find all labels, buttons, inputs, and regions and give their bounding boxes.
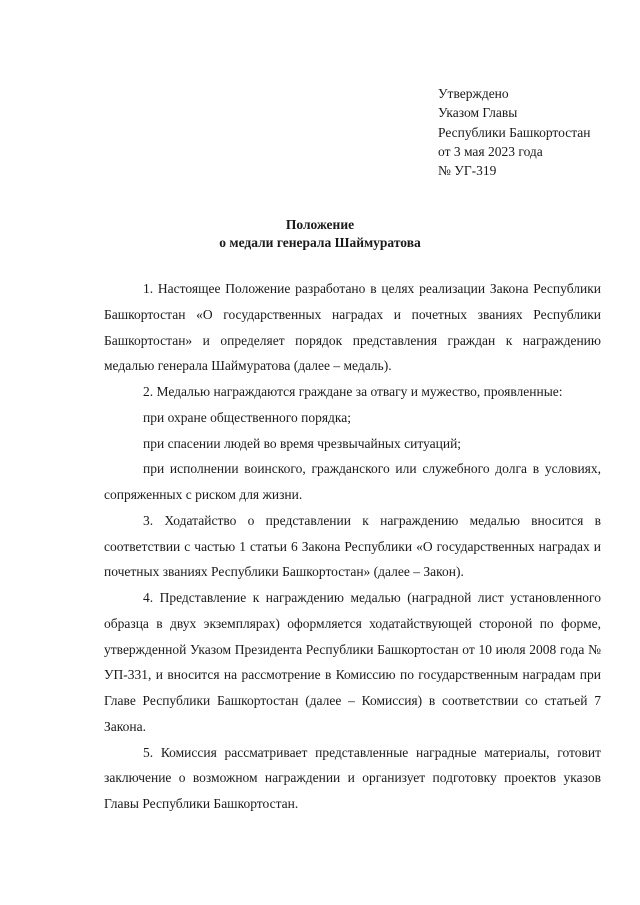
approval-line-approved: Утверждено xyxy=(438,86,509,101)
approval-line-republic: Республики Башкортостан xyxy=(438,124,591,140)
document-title xyxy=(0,216,640,251)
paragraph-3: 3. Ходатайство о представлении к награждению медалью вносится в соответствии с частью 1 статьи 6 Закона Республики «О государственных наградах и почетных званиях Республики Башкортостан» (далее – Закон). xyxy=(104,512,601,580)
paragraph-2-item-1: при охране общественного порядка; xyxy=(143,409,352,425)
approval-block xyxy=(438,84,591,180)
title-line-medal: о медали генерала Шаймуратова xyxy=(219,234,421,250)
approval-line-date: от 3 мая 2023 года xyxy=(438,143,543,159)
title-line-regulation: Положение xyxy=(285,217,355,232)
paragraph-4: 4. Представление к награждению медалью (наградной лист установленного образца в двух экземплярах) оформляется ходатайствующей стороной по форме, утвержденной Указом Президента Республики Башкортостан от 10 июля 2008 года № УП-331, и вносится на рассмотрение в Комиссию по государственным наградам при Главе Республики Башкортостан (далее – Комиссия) в соответствии со статьей 7 Закона. xyxy=(104,590,601,734)
approval-line-decree: Указом Главы xyxy=(438,105,518,121)
paragraph-2-item-3: при исполнении воинского, гражданского или служебного долга в условиях, сопряженных с риском для жизни. xyxy=(104,461,601,502)
paragraph-2-item-2: при спасении людей во время чрезвычайных ситуаций; xyxy=(143,435,462,451)
paragraph-1: 1. Настоящее Положение разработано в целях реализации Закона Республики Башкортостан «О государственных наградах и почетных званиях Республики Башкортостан» и определяет порядок представления граждан к награждению медалью генерала Шаймуратова (далее – медаль). xyxy=(104,281,601,374)
document-body xyxy=(104,276,601,817)
paragraph-5: 5. Комиссия рассматривает представленные наградные материалы, готовит заключение о возможном награждении и организует подготовку проектов указов Главы Республики Башкортостан. xyxy=(104,744,601,811)
paragraph-2: 2. Медалью награждаются граждане за отвагу и мужество, проявленные: xyxy=(143,384,563,399)
approval-line-number: № УГ-319 xyxy=(438,163,497,179)
